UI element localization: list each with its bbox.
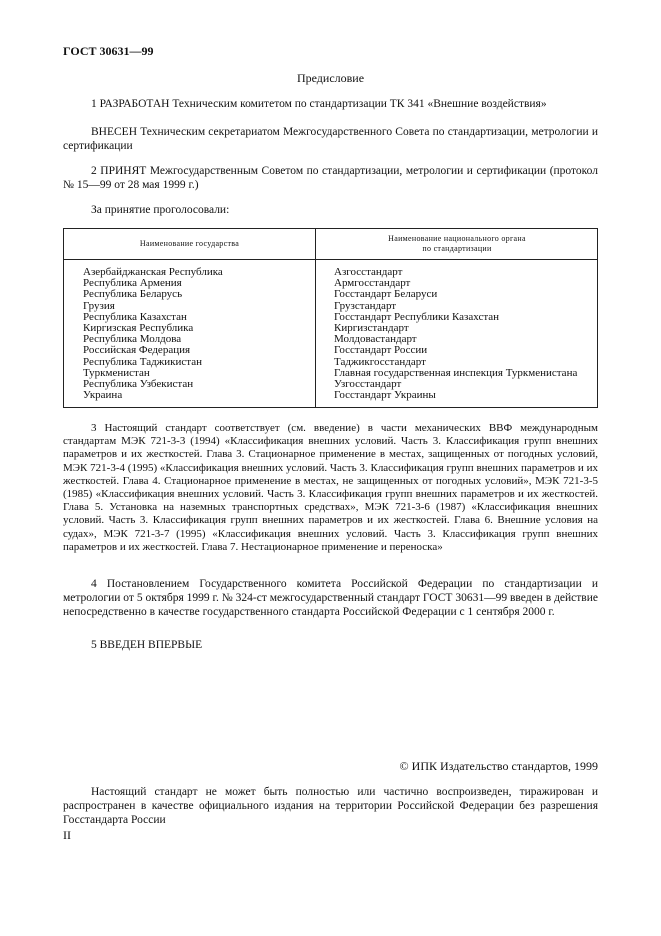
table-cell-body: Главная государственная инспекция Туркменистана <box>334 366 578 379</box>
table-cell-state: Республика Таджикистан <box>83 355 202 368</box>
paragraph-introduced: ВНЕСЕН Техническим секретариатом Межгосударственного Совета по стандартизации, метрологии и сертификации <box>63 126 598 152</box>
paragraph-resolution: 4 Постановлением Государственного комитета Российской Федерации по стандартизации и метрологии от 5 октября 1999 г. № 324-ст межгосударственный стандарт ГОСТ 30631—99 введен в действие непосредственно в качестве государственного стандарта Российской Федерации с 1 сентября 2000 г. <box>63 578 598 618</box>
page-title: Предисловие <box>296 71 365 85</box>
table-cell-state: Российская Федерация <box>83 344 191 357</box>
table-header-body-line2: по стандартизации <box>422 244 492 253</box>
table-header-state: Наименование государства <box>139 239 240 248</box>
table-cell-body: Молдовастандарт <box>334 333 417 346</box>
paragraph-developed: 1 РАЗРАБОТАН Техническим комитетом по стандартизации ТК 341 «Внешние воздействия» <box>91 98 547 110</box>
table-header-body-line1: Наименование национального органа <box>388 234 526 243</box>
copyright-notice: © ИПК Издательство стандартов, 1999 <box>399 759 598 773</box>
table-cell-state: Республика Казахстан <box>83 310 187 323</box>
table-cell-body: Таджикгосстандарт <box>334 355 426 368</box>
page-number: II <box>63 828 71 842</box>
table-cell-body: Азгосстандарт <box>334 266 403 278</box>
table-cell-state: Грузия <box>83 299 115 312</box>
table-cell-body: Госстандарт Республики Казахстан <box>334 310 500 323</box>
table-header-divider <box>64 259 597 260</box>
table-cell-body: Узгосстандарт <box>334 378 402 391</box>
standard-code: ГОСТ 30631—99 <box>63 44 154 58</box>
paragraph-adopted: 2 ПРИНЯТ Межгосударственным Советом по стандартизации, метрологии и сертификации (протокол № 15—99 от 28 мая 1999 г.) <box>63 165 598 191</box>
table-cell-state: Республика Беларусь <box>83 288 183 301</box>
states-column <box>83 267 223 401</box>
table-header-body <box>316 229 598 259</box>
table-cell-body: Госстандарт Украины <box>334 389 436 402</box>
table-cell-body: Грузстандарт <box>334 299 397 312</box>
table-cell-body: Госстандарт Беларуси <box>334 288 438 301</box>
table-cell-state: Украина <box>83 389 123 402</box>
table-cell-body: Армгосстандарт <box>334 277 411 290</box>
paragraph-conformity: 3 Настоящий стандарт соответствует (см. введение) в части механических ВВФ международным стандартам МЭК 721-3-3 (1994) «Классификация внешних условий. Часть 3. Классификация групп внешних параметров и их жесткостей. Глава 3. Стационарное применение в местах, защищенных от погодных условий, МЭК 721-3-4 (1995) «Классификация внешних условий. Часть 3. Классификация групп внешних параметров и их жесткостей. Глава 4. Стационарное применение в местах, не защищенных от погодных условий», МЭК 721-3-5 (1985) «Классификация внешних условий. Часть 3. Классификация групп внешних параметров и их жесткостей. Глава 5. Установка на наземных транспортных средствах», МЭК 721-3-6 (1987) «Классификация внешних условий. Часть 3. Классификация групп внешних параметров и их жесткостей. Глава 6. Внешние условия на судах», МЭК 721-3-7 (1995) «Классификация внешних условий. Часть 3. Классификация групп внешних параметров и их жесткостей. Глава 7. Нестационарное применение и переноска» <box>63 422 598 553</box>
table-cell-state: Киргизская Республика <box>83 322 194 335</box>
voting-table <box>63 228 598 408</box>
reproduction-notice: Настоящий стандарт не может быть полностью или частично воспроизведен, тиражирован и распространен в качестве официального издания на территории Российской Федерации без разрешения Госстандарта России <box>63 786 598 826</box>
bodies-column <box>334 267 577 401</box>
table-cell-body: Госстандарт России <box>334 344 428 357</box>
table-cell-state: Республика Армения <box>83 277 182 290</box>
vote-caption: За принятие проголосовали: <box>91 204 230 216</box>
paragraph-first-introduced: 5 ВВЕДЕН ВПЕРВЫЕ <box>91 639 203 651</box>
table-cell-state: Республика Узбекистан <box>83 378 194 391</box>
table-cell-body: Киргизстандарт <box>334 322 409 335</box>
table-cell-state: Азербайджанская Республика <box>83 266 223 278</box>
table-cell-state: Туркменистан <box>83 366 150 379</box>
table-cell-state: Республика Молдова <box>83 333 182 346</box>
